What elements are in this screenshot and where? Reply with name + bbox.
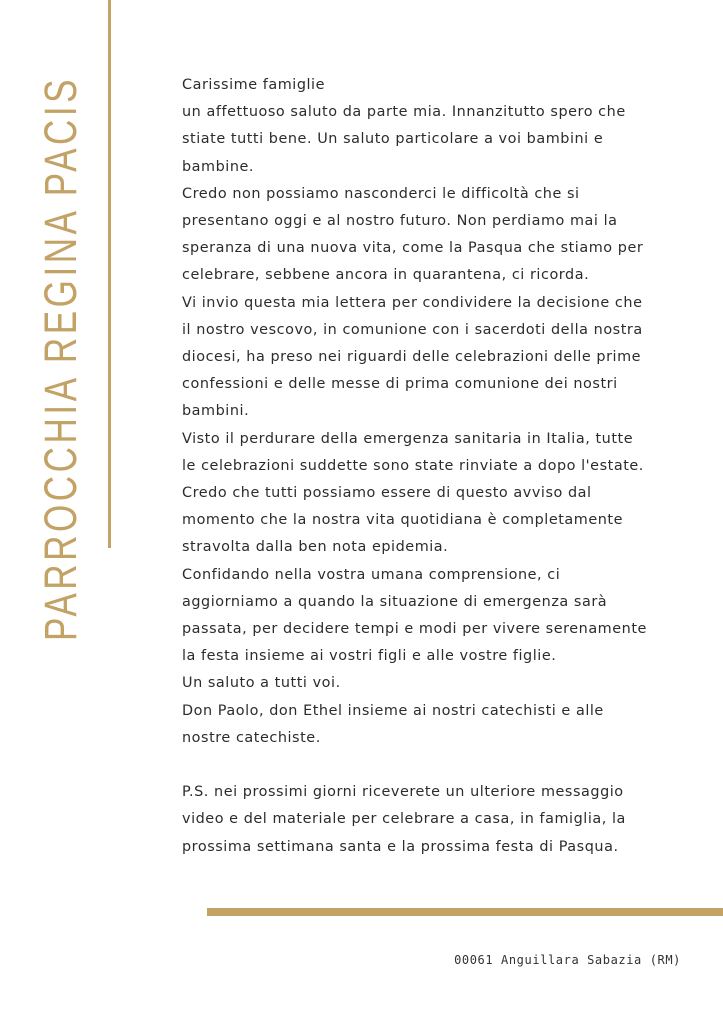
paragraph-agreement: Credo che tutti possiamo essere di questo avviso dal momento che la nostra vita quotidiana è completamente stravolta dalla ben nota epidemia. (182, 485, 624, 556)
paragraph-closing: Un saluto a tutti voi. (182, 675, 341, 692)
postscript: P.S. nei prossimi giorni riceverete un ulteriore messaggio video e del materiale per celebrare a casa, in famiglia, la prossima settimana santa e la prossima festa di Pasqua. (182, 784, 626, 855)
paragraph-greeting: Carissime famiglie un affettuoso saluto da parte mia. Innanzitutto spero che stiate tutti bene. Un saluto particolare a voi bambini e bambine. (182, 77, 626, 175)
paragraph-postponement: Visto il perdurare della emergenza sanitaria in Italia, tutte le celebrazioni suddette sono state rinviate a dopo l'estate. (182, 430, 644, 474)
letter-body (182, 72, 682, 861)
parish-title-text: PARROCCHIA REGINA PACIS (35, 75, 86, 641)
vertical-divider (108, 0, 111, 548)
paragraph-signature: Don Paolo, don Ethel insieme ai nostri catechisti e alle nostre catechiste. (182, 702, 604, 746)
parish-title (35, 35, 87, 641)
paragraph-difficulties: Credo non possiamo nasconderci le difficoltà che si presentano oggi e al nostro futuro. Non perdiamo mai la speranza di una nuova vita, come la Pasqua che stiamo per celebrare, sebbene ancora in quarantena, ci ricorda. (182, 185, 644, 284)
horizontal-divider (207, 908, 723, 916)
footer-address: 00061 Anguillara Sabazia (RM) (454, 953, 681, 967)
paragraph-decision: Vi invio questa mia lettera per condividere la decisione che il nostro vescovo, in comunione con i sacerdoti della nostra diocesi, ha preso nei riguardi delle celebrazioni delle prime confessioni e delle messe di prima comunione dei nostri bambini. (182, 294, 643, 420)
paragraph-understanding: Confidando nella vostra umana comprensione, ci aggiorniamo a quando la situazione di emergenza sarà passata, per decidere tempi e modi per vivere serenamente la festa insieme ai vostri figli e alle vostre figlie. (182, 566, 647, 665)
